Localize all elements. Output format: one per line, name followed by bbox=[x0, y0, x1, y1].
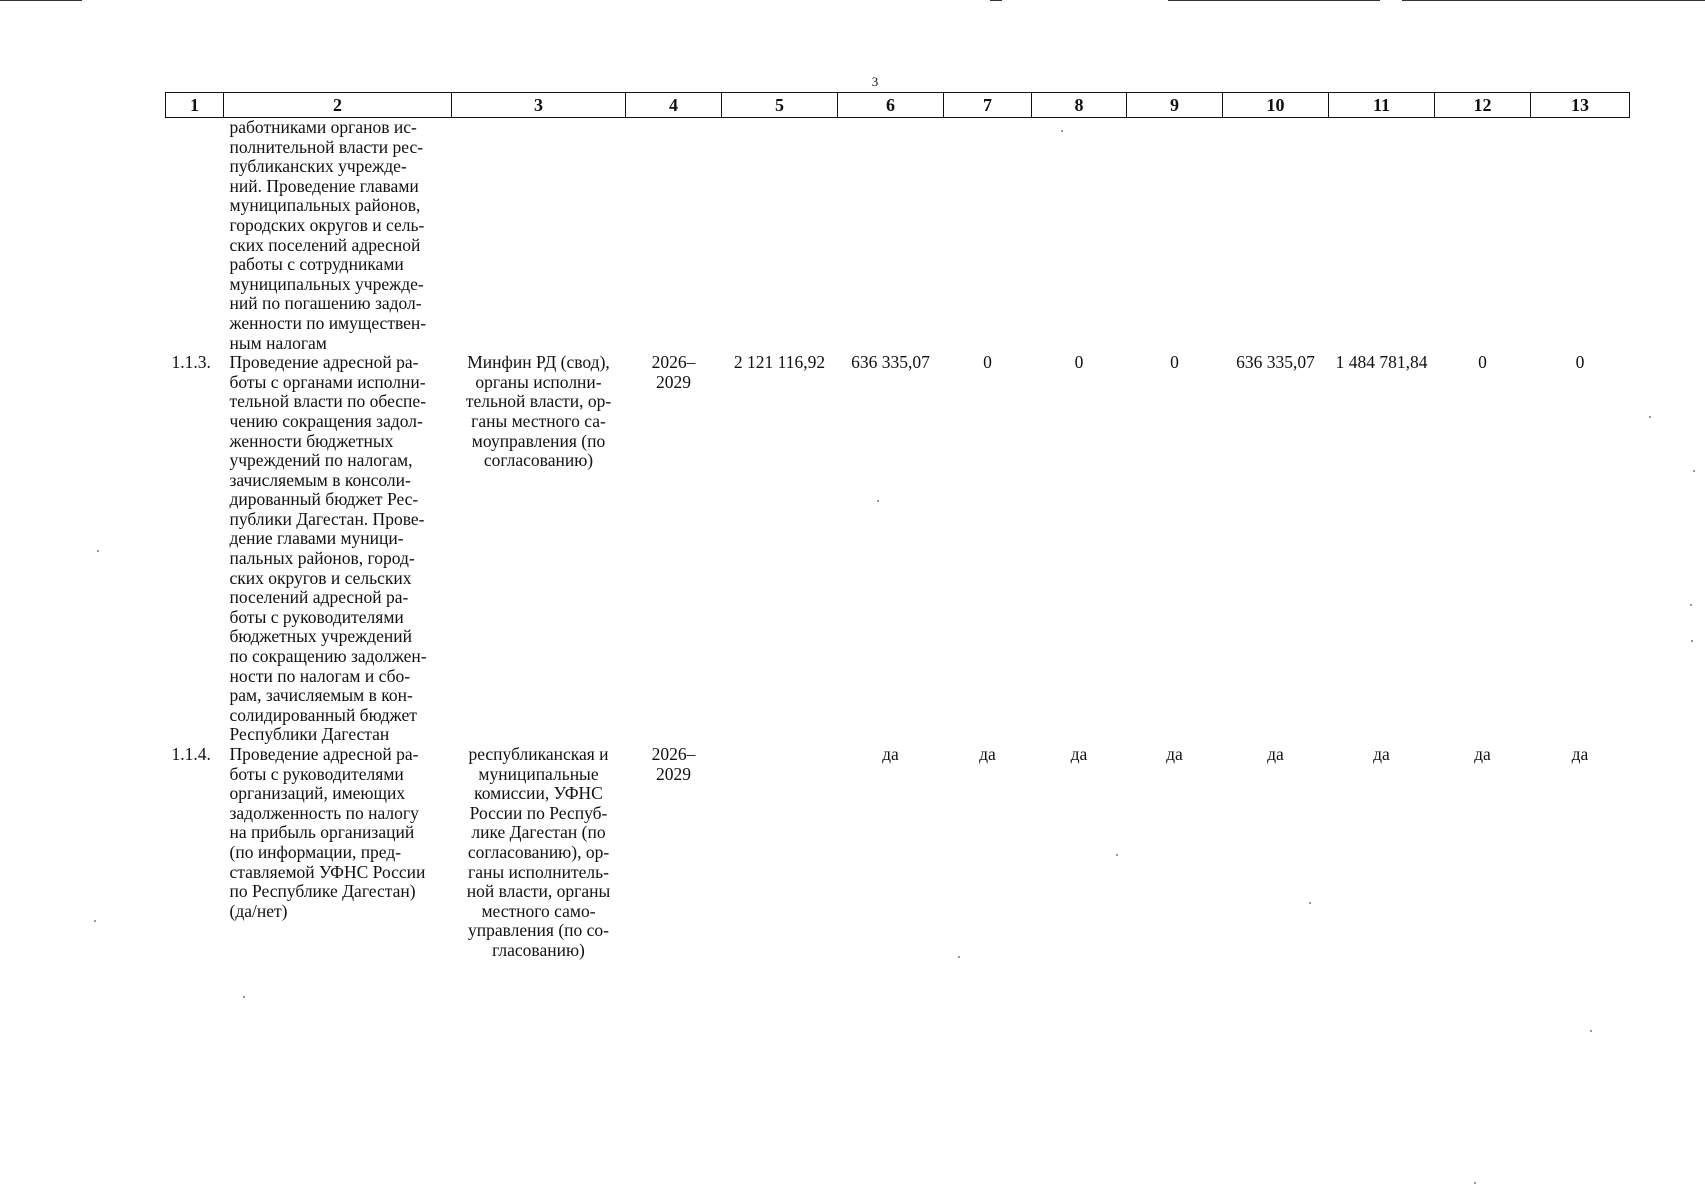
scan-edge-line-left bbox=[0, 0, 82, 1]
row-col-8: да bbox=[1070, 744, 1088, 764]
row-col-6: да bbox=[882, 744, 899, 764]
row-number: 1.1.4. bbox=[171, 744, 211, 764]
table-row bbox=[166, 745, 1630, 961]
column-header: 12 bbox=[1435, 93, 1531, 118]
continuation-description: работниками органов ис- полнительной власти рес- публиканских учрежде- ний. Проведение главами муниципальных районов, городских округов и сель- ских поселений адресной работы с сотрудниками муниципальных учрежде- ний по погашению задол- женности по имуществен- ным налогам bbox=[229, 117, 427, 353]
row-col-10: да bbox=[1267, 744, 1284, 764]
column-header: 5 bbox=[722, 93, 838, 118]
scan-speck bbox=[1116, 854, 1118, 856]
row-number: 1.1.3. bbox=[171, 352, 211, 373]
scan-speck bbox=[1649, 416, 1651, 418]
table-row-continuation bbox=[166, 118, 1630, 354]
column-header: 4 bbox=[626, 93, 722, 118]
row-col-7: 0 bbox=[983, 352, 992, 373]
empty-cells bbox=[452, 118, 1630, 354]
scan-edge-line-right-b bbox=[1402, 0, 1705, 1]
scan-speck bbox=[1693, 470, 1695, 472]
column-header: 2 bbox=[224, 93, 452, 118]
table-header-row bbox=[166, 93, 1630, 118]
row-col-8: 0 bbox=[1074, 352, 1084, 373]
scan-speck bbox=[94, 920, 96, 922]
scan-speck bbox=[1590, 1030, 1592, 1032]
row-col-9: да bbox=[1166, 744, 1183, 764]
scan-speck bbox=[1474, 1182, 1476, 1184]
row-period: 2026– 2029 bbox=[651, 352, 696, 392]
row-col-11: да bbox=[1373, 744, 1390, 764]
scan-speck bbox=[877, 500, 879, 502]
row-col-13: да bbox=[1571, 744, 1589, 764]
row-period: 2026– 2029 bbox=[651, 744, 696, 784]
row-col-6: 636 335,07 bbox=[851, 352, 930, 373]
column-header: 1 bbox=[166, 93, 224, 118]
scan-edge-line-mid bbox=[990, 0, 1002, 1]
scan-speck bbox=[1309, 902, 1311, 904]
row-col-10: 636 335,07 bbox=[1236, 352, 1315, 373]
column-header: 8 bbox=[1032, 93, 1127, 118]
row-executor: Минфин РД (свод), органы исполни- тельной власти, ор- ганы местного са- моуправления (по согласованию) bbox=[465, 352, 612, 471]
scan-speck bbox=[958, 956, 960, 958]
row-col-11: 1 484 781,84 bbox=[1335, 352, 1428, 373]
row-col-9: 0 bbox=[1170, 352, 1179, 373]
scan-speck bbox=[1061, 130, 1063, 132]
scan-speck bbox=[1690, 604, 1692, 606]
page-number: 3 bbox=[871, 74, 879, 89]
column-header: 3 bbox=[452, 93, 626, 118]
scan-speck bbox=[243, 996, 245, 998]
column-header: 7 bbox=[944, 93, 1032, 118]
row-executor: республиканская и муниципальные комиссии, УФНС России по Респуб- лике Дагестан (по согласованию), ор- ганы исполнитель- ной власти, органы местного само- управления (по со- гласованию) bbox=[466, 744, 611, 960]
row-total bbox=[722, 745, 838, 961]
scan-speck bbox=[1691, 640, 1693, 642]
row-col-13: 0 bbox=[1575, 352, 1585, 373]
measures-table bbox=[165, 92, 1630, 961]
row-total: 2 121 116,92 bbox=[733, 352, 826, 373]
row-col-12: 0 bbox=[1478, 352, 1487, 373]
row-col-7: да bbox=[979, 744, 996, 764]
row-description: Проведение адресной ра- боты с органами исполни- тельной власти по обеспе- чению сокращения задол- женности бюджетных учреждений по налогам, зачисляемым в консоли- дированный бюджет Рес- публики Дагестан. Прове- дение главами муници- пальных районов, город- ских округов и сельских поселений адресной ра- боты с руководителями бюджетных учреждений по сокращению задолжен- ности по налогам и сбо- рам, зачисляемым в кон- солидированный бюджет Республики Дагестан bbox=[229, 352, 427, 745]
table-row bbox=[166, 353, 1630, 745]
row-description: Проведение адресной ра- боты с руководителями организаций, имеющих задолженность по налогу на прибыль организаций (по информации, пред- ставляемой УФНС России по Республике Дагестан) (да/нет) bbox=[229, 744, 426, 921]
row-number-cell bbox=[166, 118, 224, 354]
column-header: 11 bbox=[1329, 93, 1435, 118]
column-header: 6 bbox=[838, 93, 944, 118]
column-header: 9 bbox=[1127, 93, 1223, 118]
column-header: 13 bbox=[1531, 93, 1630, 118]
column-header: 10 bbox=[1223, 93, 1329, 118]
row-col-12: да bbox=[1474, 744, 1491, 764]
scan-edge-line-right-a bbox=[1168, 0, 1380, 1]
scan-speck bbox=[97, 550, 99, 552]
